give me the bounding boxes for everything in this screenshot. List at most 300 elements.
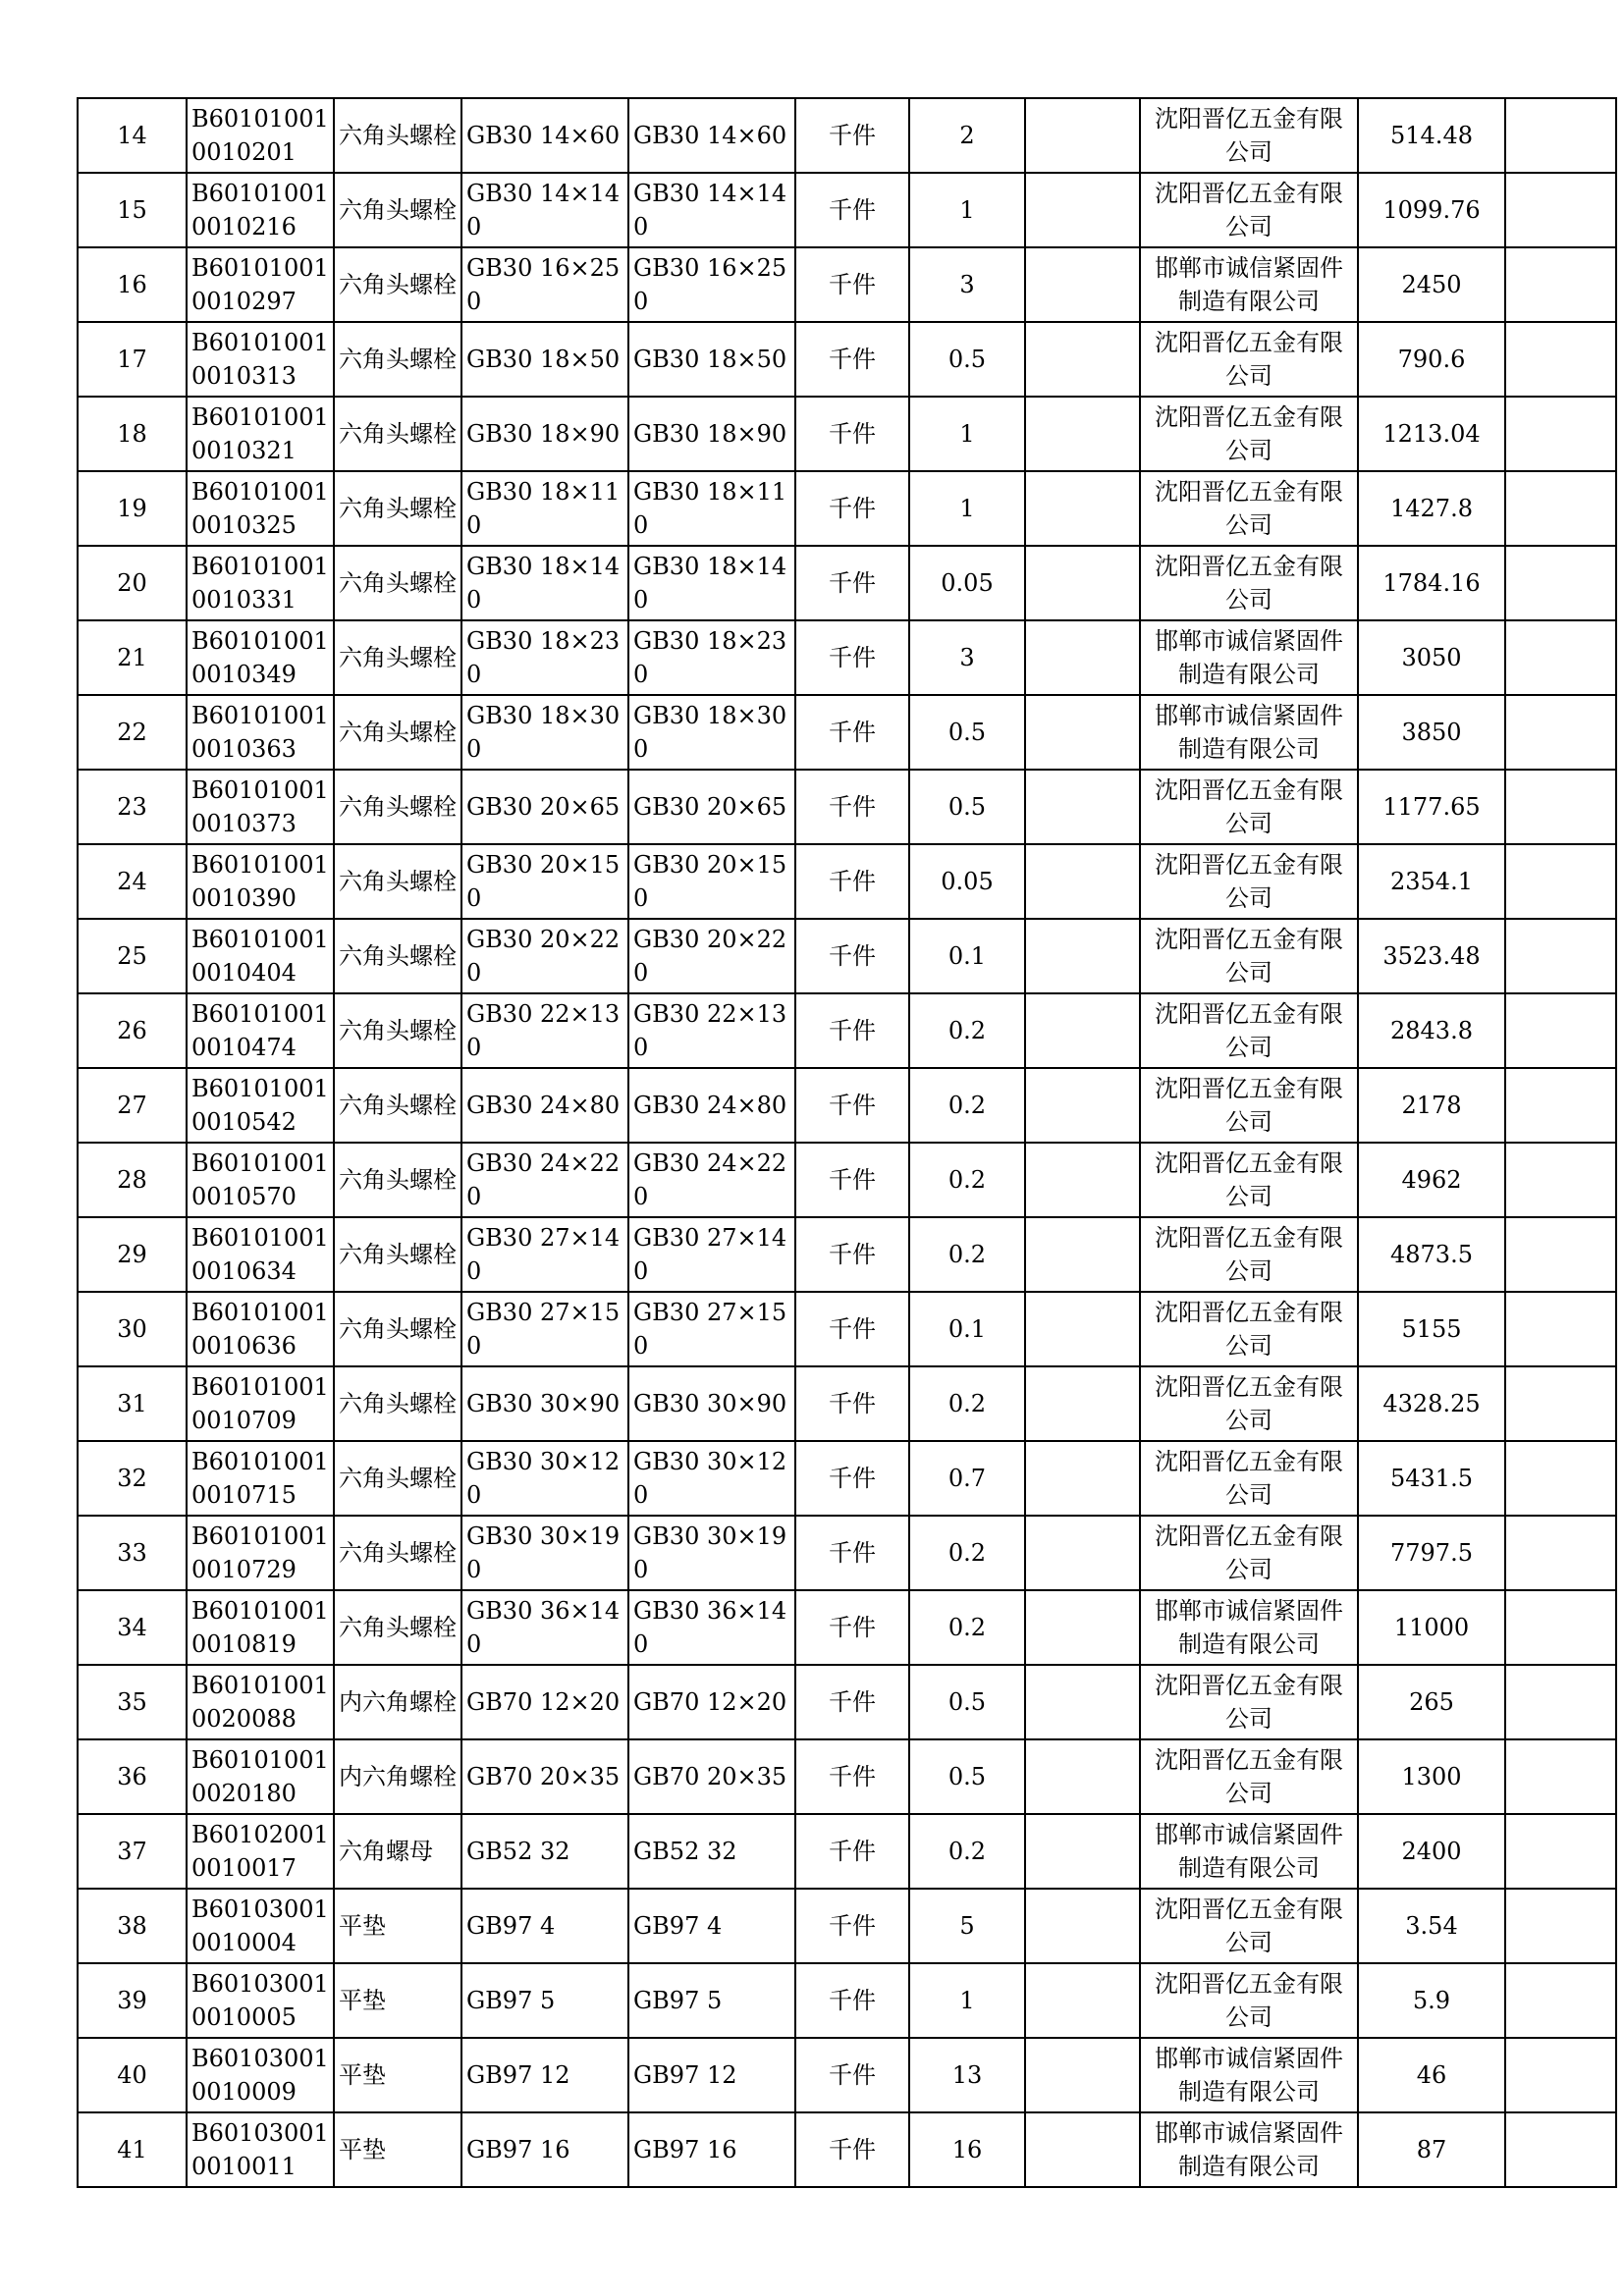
supplier-cell: 沈阳晋亿五金有限公司 [1140, 1963, 1358, 2038]
unit-cell: 千件 [795, 1366, 909, 1441]
unit-cell: 千件 [795, 1963, 909, 2038]
specification-cell: GB30 18×50 [461, 322, 628, 397]
supplier-cell: 沈阳晋亿五金有限公司 [1140, 1292, 1358, 1366]
table-row [78, 1889, 1616, 1963]
material-code-cell: B601030010010005 [187, 1963, 334, 2038]
material-code-cell: B601010010010331 [187, 546, 334, 620]
table-row [78, 844, 1616, 919]
item-name-cell: 六角头螺栓 [334, 471, 461, 546]
row-number-cell: 30 [78, 1292, 187, 1366]
model-cell: GB70 20×35 [628, 1739, 795, 1814]
unit-cell: 千件 [795, 620, 909, 695]
material-code-cell: B601010010010349 [187, 620, 334, 695]
row-number-cell: 22 [78, 695, 187, 770]
item-name-cell: 六角头螺栓 [334, 98, 461, 173]
unit-cell: 千件 [795, 1814, 909, 1889]
quantity-cell: 0.7 [909, 1441, 1025, 1516]
price-cell: 5155 [1358, 1292, 1505, 1366]
item-name-cell: 平垫 [334, 2038, 461, 2112]
row-number-cell: 24 [78, 844, 187, 919]
table-row [78, 2038, 1616, 2112]
unit-cell: 千件 [795, 173, 909, 247]
table-row [78, 1739, 1616, 1814]
item-name-cell: 六角头螺栓 [334, 1068, 461, 1143]
supplier-cell: 沈阳晋亿五金有限公司 [1140, 546, 1358, 620]
quantity-cell: 0.05 [909, 546, 1025, 620]
specification-cell: GB30 20×150 [461, 844, 628, 919]
model-cell: GB97 12 [628, 2038, 795, 2112]
material-code-cell: B601010010010404 [187, 919, 334, 993]
remark-cell [1505, 1292, 1616, 1366]
quantity-cell: 1 [909, 1963, 1025, 2038]
material-code-cell: B601010010010325 [187, 471, 334, 546]
model-cell: GB30 30×90 [628, 1366, 795, 1441]
blank-cell [1025, 173, 1140, 247]
supplier-cell: 沈阳晋亿五金有限公司 [1140, 1143, 1358, 1217]
blank-cell [1025, 695, 1140, 770]
price-cell: 3523.48 [1358, 919, 1505, 993]
blank-cell [1025, 770, 1140, 844]
model-cell: GB30 22×130 [628, 993, 795, 1068]
material-code-cell: B601030010010011 [187, 2112, 334, 2187]
row-number-cell: 34 [78, 1590, 187, 1665]
material-code-cell: B601010010010819 [187, 1590, 334, 1665]
blank-cell [1025, 1217, 1140, 1292]
blank-cell [1025, 1590, 1140, 1665]
remark-cell [1505, 1814, 1616, 1889]
material-code-cell: B601010010010636 [187, 1292, 334, 1366]
specification-cell: GB52 32 [461, 1814, 628, 1889]
remark-cell [1505, 770, 1616, 844]
price-cell: 3050 [1358, 620, 1505, 695]
item-name-cell: 六角头螺栓 [334, 1441, 461, 1516]
specification-cell: GB30 14×60 [461, 98, 628, 173]
table-row [78, 695, 1616, 770]
specification-cell: GB30 30×120 [461, 1441, 628, 1516]
material-code-cell: B601010010010474 [187, 993, 334, 1068]
blank-cell [1025, 1963, 1140, 2038]
specification-cell: GB30 27×140 [461, 1217, 628, 1292]
model-cell: GB30 27×140 [628, 1217, 795, 1292]
remark-cell [1505, 1143, 1616, 1217]
material-code-cell: B601010010010570 [187, 1143, 334, 1217]
quantity-cell: 0.5 [909, 1739, 1025, 1814]
material-code-cell: B601010010010542 [187, 1068, 334, 1143]
supplier-cell: 沈阳晋亿五金有限公司 [1140, 1441, 1358, 1516]
remark-cell [1505, 695, 1616, 770]
model-cell: GB30 36×140 [628, 1590, 795, 1665]
unit-cell: 千件 [795, 993, 909, 1068]
table-row [78, 98, 1616, 173]
specification-cell: GB30 30×190 [461, 1516, 628, 1590]
model-cell: GB97 16 [628, 2112, 795, 2187]
material-code-cell: B601010010010297 [187, 247, 334, 322]
table-row [78, 1814, 1616, 1889]
blank-cell [1025, 546, 1140, 620]
blank-cell [1025, 471, 1140, 546]
blank-cell [1025, 620, 1140, 695]
table-row [78, 993, 1616, 1068]
blank-cell [1025, 919, 1140, 993]
remark-cell [1505, 1068, 1616, 1143]
table-row [78, 1366, 1616, 1441]
table-row [78, 397, 1616, 471]
blank-cell [1025, 1739, 1140, 1814]
row-number-cell: 38 [78, 1889, 187, 1963]
blank-cell [1025, 322, 1140, 397]
specification-cell: GB97 16 [461, 2112, 628, 2187]
quantity-cell: 0.2 [909, 1217, 1025, 1292]
specification-cell: GB30 30×90 [461, 1366, 628, 1441]
supplier-cell: 沈阳晋亿五金有限公司 [1140, 1739, 1358, 1814]
quantity-cell: 0.1 [909, 919, 1025, 993]
quantity-cell: 0.1 [909, 1292, 1025, 1366]
row-number-cell: 18 [78, 397, 187, 471]
remark-cell [1505, 173, 1616, 247]
material-code-cell: B601010010010313 [187, 322, 334, 397]
model-cell: GB30 18×110 [628, 471, 795, 546]
model-cell: GB97 4 [628, 1889, 795, 1963]
remark-cell [1505, 98, 1616, 173]
table-row [78, 1143, 1616, 1217]
table-row [78, 919, 1616, 993]
price-cell: 2354.1 [1358, 844, 1505, 919]
supplier-cell: 沈阳晋亿五金有限公司 [1140, 98, 1358, 173]
remark-cell [1505, 620, 1616, 695]
model-cell: GB30 30×190 [628, 1516, 795, 1590]
quantity-cell: 0.5 [909, 1665, 1025, 1739]
quantity-cell: 13 [909, 2038, 1025, 2112]
item-name-cell: 六角头螺栓 [334, 1366, 461, 1441]
quantity-cell: 3 [909, 620, 1025, 695]
material-code-cell: B601030010010009 [187, 2038, 334, 2112]
remark-cell [1505, 322, 1616, 397]
unit-cell: 千件 [795, 1143, 909, 1217]
specification-cell: GB30 14×140 [461, 173, 628, 247]
row-number-cell: 16 [78, 247, 187, 322]
specification-cell: GB30 18×110 [461, 471, 628, 546]
price-cell: 2400 [1358, 1814, 1505, 1889]
supplier-cell: 沈阳晋亿五金有限公司 [1140, 844, 1358, 919]
quantity-cell: 5 [909, 1889, 1025, 1963]
model-cell: GB30 14×60 [628, 98, 795, 173]
item-name-cell: 六角头螺栓 [334, 1217, 461, 1292]
procurement-table [77, 97, 1617, 2188]
specification-cell: GB30 18×140 [461, 546, 628, 620]
row-number-cell: 31 [78, 1366, 187, 1441]
unit-cell: 千件 [795, 1217, 909, 1292]
blank-cell [1025, 2038, 1140, 2112]
specification-cell: GB30 20×220 [461, 919, 628, 993]
row-number-cell: 40 [78, 2038, 187, 2112]
supplier-cell: 沈阳晋亿五金有限公司 [1140, 1068, 1358, 1143]
price-cell: 1099.76 [1358, 173, 1505, 247]
unit-cell: 千件 [795, 1516, 909, 1590]
price-cell: 4328.25 [1358, 1366, 1505, 1441]
model-cell: GB70 12×20 [628, 1665, 795, 1739]
supplier-cell: 沈阳晋亿五金有限公司 [1140, 322, 1358, 397]
supplier-cell: 沈阳晋亿五金有限公司 [1140, 173, 1358, 247]
remark-cell [1505, 1516, 1616, 1590]
blank-cell [1025, 397, 1140, 471]
remark-cell [1505, 1590, 1616, 1665]
supplier-cell: 沈阳晋亿五金有限公司 [1140, 397, 1358, 471]
quantity-cell: 0.5 [909, 695, 1025, 770]
price-cell: 4962 [1358, 1143, 1505, 1217]
remark-cell [1505, 1366, 1616, 1441]
model-cell: GB30 18×230 [628, 620, 795, 695]
blank-cell [1025, 98, 1140, 173]
row-number-cell: 17 [78, 322, 187, 397]
blank-cell [1025, 2112, 1140, 2187]
supplier-cell: 邯郸市诚信紧固件制造有限公司 [1140, 247, 1358, 322]
item-name-cell: 六角头螺栓 [334, 620, 461, 695]
unit-cell: 千件 [795, 1441, 909, 1516]
quantity-cell: 1 [909, 397, 1025, 471]
model-cell: GB30 20×150 [628, 844, 795, 919]
material-code-cell: B601010010010321 [187, 397, 334, 471]
item-name-cell: 六角头螺栓 [334, 247, 461, 322]
row-number-cell: 20 [78, 546, 187, 620]
model-cell: GB30 18×50 [628, 322, 795, 397]
row-number-cell: 37 [78, 1814, 187, 1889]
remark-cell [1505, 919, 1616, 993]
specification-cell: GB70 20×35 [461, 1739, 628, 1814]
quantity-cell: 1 [909, 471, 1025, 546]
item-name-cell: 六角头螺栓 [334, 397, 461, 471]
model-cell: GB52 32 [628, 1814, 795, 1889]
price-cell: 3850 [1358, 695, 1505, 770]
table-row [78, 546, 1616, 620]
price-cell: 2178 [1358, 1068, 1505, 1143]
quantity-cell: 1 [909, 173, 1025, 247]
unit-cell: 千件 [795, 1292, 909, 1366]
price-cell: 5.9 [1358, 1963, 1505, 2038]
blank-cell [1025, 1889, 1140, 1963]
specification-cell: GB97 5 [461, 1963, 628, 2038]
blank-cell [1025, 1814, 1140, 1889]
model-cell: GB30 24×80 [628, 1068, 795, 1143]
specification-cell: GB70 12×20 [461, 1665, 628, 1739]
model-cell: GB30 30×120 [628, 1441, 795, 1516]
model-cell: GB30 16×250 [628, 247, 795, 322]
model-cell: GB30 14×140 [628, 173, 795, 247]
quantity-cell: 16 [909, 2112, 1025, 2187]
item-name-cell: 内六角螺栓 [334, 1665, 461, 1739]
price-cell: 87 [1358, 2112, 1505, 2187]
row-number-cell: 32 [78, 1441, 187, 1516]
remark-cell [1505, 397, 1616, 471]
price-cell: 5431.5 [1358, 1441, 1505, 1516]
item-name-cell: 平垫 [334, 1963, 461, 2038]
quantity-cell: 0.05 [909, 844, 1025, 919]
item-name-cell: 平垫 [334, 1889, 461, 1963]
specification-cell: GB30 18×90 [461, 397, 628, 471]
item-name-cell: 六角头螺栓 [334, 919, 461, 993]
price-cell: 7797.5 [1358, 1516, 1505, 1590]
item-name-cell: 平垫 [334, 2112, 461, 2187]
supplier-cell: 沈阳晋亿五金有限公司 [1140, 1516, 1358, 1590]
remark-cell [1505, 546, 1616, 620]
remark-cell [1505, 1889, 1616, 1963]
remark-cell [1505, 1739, 1616, 1814]
blank-cell [1025, 247, 1140, 322]
model-cell: GB30 18×300 [628, 695, 795, 770]
table-row [78, 1068, 1616, 1143]
table-body [78, 98, 1616, 2187]
model-cell: GB97 5 [628, 1963, 795, 2038]
unit-cell: 千件 [795, 1665, 909, 1739]
quantity-cell: 0.2 [909, 1516, 1025, 1590]
specification-cell: GB30 16×250 [461, 247, 628, 322]
supplier-cell: 邯郸市诚信紧固件制造有限公司 [1140, 2038, 1358, 2112]
price-cell: 11000 [1358, 1590, 1505, 1665]
material-code-cell: B601010010020088 [187, 1665, 334, 1739]
material-code-cell: B601010010010715 [187, 1441, 334, 1516]
unit-cell: 千件 [795, 695, 909, 770]
price-cell: 265 [1358, 1665, 1505, 1739]
specification-cell: GB30 20×65 [461, 770, 628, 844]
row-number-cell: 33 [78, 1516, 187, 1590]
unit-cell: 千件 [795, 770, 909, 844]
model-cell: GB30 18×90 [628, 397, 795, 471]
table-row [78, 770, 1616, 844]
material-code-cell: B601010010010373 [187, 770, 334, 844]
row-number-cell: 39 [78, 1963, 187, 2038]
remark-cell [1505, 1665, 1616, 1739]
item-name-cell: 六角头螺栓 [334, 546, 461, 620]
price-cell: 1213.04 [1358, 397, 1505, 471]
item-name-cell: 六角头螺栓 [334, 695, 461, 770]
price-cell: 2450 [1358, 247, 1505, 322]
unit-cell: 千件 [795, 546, 909, 620]
row-number-cell: 25 [78, 919, 187, 993]
quantity-cell: 0.5 [909, 322, 1025, 397]
row-number-cell: 14 [78, 98, 187, 173]
supplier-cell: 沈阳晋亿五金有限公司 [1140, 919, 1358, 993]
row-number-cell: 41 [78, 2112, 187, 2187]
blank-cell [1025, 1665, 1140, 1739]
item-name-cell: 六角头螺栓 [334, 322, 461, 397]
quantity-cell: 0.2 [909, 993, 1025, 1068]
table-row [78, 2112, 1616, 2187]
quantity-cell: 2 [909, 98, 1025, 173]
remark-cell [1505, 2038, 1616, 2112]
item-name-cell: 六角头螺栓 [334, 1516, 461, 1590]
quantity-cell: 0.2 [909, 1143, 1025, 1217]
row-number-cell: 28 [78, 1143, 187, 1217]
material-code-cell: B601010010010729 [187, 1516, 334, 1590]
unit-cell: 千件 [795, 2038, 909, 2112]
price-cell: 4873.5 [1358, 1217, 1505, 1292]
item-name-cell: 六角头螺栓 [334, 1143, 461, 1217]
model-cell: GB30 24×220 [628, 1143, 795, 1217]
quantity-cell: 0.2 [909, 1068, 1025, 1143]
price-cell: 514.48 [1358, 98, 1505, 173]
unit-cell: 千件 [795, 919, 909, 993]
blank-cell [1025, 1292, 1140, 1366]
quantity-cell: 0.2 [909, 1814, 1025, 1889]
row-number-cell: 19 [78, 471, 187, 546]
blank-cell [1025, 1068, 1140, 1143]
supplier-cell: 邯郸市诚信紧固件制造有限公司 [1140, 695, 1358, 770]
remark-cell [1505, 2112, 1616, 2187]
quantity-cell: 3 [909, 247, 1025, 322]
material-code-cell: B601010010010634 [187, 1217, 334, 1292]
remark-cell [1505, 1441, 1616, 1516]
supplier-cell: 邯郸市诚信紧固件制造有限公司 [1140, 2112, 1358, 2187]
price-cell: 46 [1358, 2038, 1505, 2112]
specification-cell: GB30 36×140 [461, 1590, 628, 1665]
supplier-cell: 邯郸市诚信紧固件制造有限公司 [1140, 1814, 1358, 1889]
row-number-cell: 35 [78, 1665, 187, 1739]
row-number-cell: 26 [78, 993, 187, 1068]
table-row [78, 471, 1616, 546]
remark-cell [1505, 1963, 1616, 2038]
specification-cell: GB30 22×130 [461, 993, 628, 1068]
specification-cell: GB97 4 [461, 1889, 628, 1963]
table-row [78, 620, 1616, 695]
blank-cell [1025, 844, 1140, 919]
blank-cell [1025, 1441, 1140, 1516]
blank-cell [1025, 1143, 1140, 1217]
quantity-cell: 0.5 [909, 770, 1025, 844]
item-name-cell: 六角头螺栓 [334, 770, 461, 844]
price-cell: 790.6 [1358, 322, 1505, 397]
supplier-cell: 沈阳晋亿五金有限公司 [1140, 770, 1358, 844]
quantity-cell: 0.2 [909, 1590, 1025, 1665]
unit-cell: 千件 [795, 1739, 909, 1814]
material-code-cell: B601020010010017 [187, 1814, 334, 1889]
item-name-cell: 六角头螺栓 [334, 993, 461, 1068]
supplier-cell: 邯郸市诚信紧固件制造有限公司 [1140, 620, 1358, 695]
table-row [78, 1292, 1616, 1366]
unit-cell: 千件 [795, 98, 909, 173]
material-code-cell: B601010010010201 [187, 98, 334, 173]
remark-cell [1505, 1217, 1616, 1292]
model-cell: GB30 27×150 [628, 1292, 795, 1366]
supplier-cell: 沈阳晋亿五金有限公司 [1140, 1366, 1358, 1441]
model-cell: GB30 20×220 [628, 919, 795, 993]
remark-cell [1505, 993, 1616, 1068]
price-cell: 1784.16 [1358, 546, 1505, 620]
unit-cell: 千件 [795, 2112, 909, 2187]
supplier-cell: 沈阳晋亿五金有限公司 [1140, 1889, 1358, 1963]
table-row [78, 1217, 1616, 1292]
material-code-cell: B601010010010709 [187, 1366, 334, 1441]
material-code-cell: B601010010010216 [187, 173, 334, 247]
item-name-cell: 内六角螺栓 [334, 1739, 461, 1814]
material-code-cell: B601010010010390 [187, 844, 334, 919]
row-number-cell: 36 [78, 1739, 187, 1814]
specification-cell: GB30 27×150 [461, 1292, 628, 1366]
specification-cell: GB97 12 [461, 2038, 628, 2112]
price-cell: 1427.8 [1358, 471, 1505, 546]
supplier-cell: 邯郸市诚信紧固件制造有限公司 [1140, 1590, 1358, 1665]
unit-cell: 千件 [795, 471, 909, 546]
specification-cell: GB30 18×230 [461, 620, 628, 695]
row-number-cell: 29 [78, 1217, 187, 1292]
item-name-cell: 六角头螺栓 [334, 1590, 461, 1665]
specification-cell: GB30 24×80 [461, 1068, 628, 1143]
model-cell: GB30 20×65 [628, 770, 795, 844]
item-name-cell: 六角头螺栓 [334, 844, 461, 919]
material-code-cell: B601010010010363 [187, 695, 334, 770]
unit-cell: 千件 [795, 247, 909, 322]
specification-cell: GB30 18×300 [461, 695, 628, 770]
price-cell: 3.54 [1358, 1889, 1505, 1963]
row-number-cell: 15 [78, 173, 187, 247]
